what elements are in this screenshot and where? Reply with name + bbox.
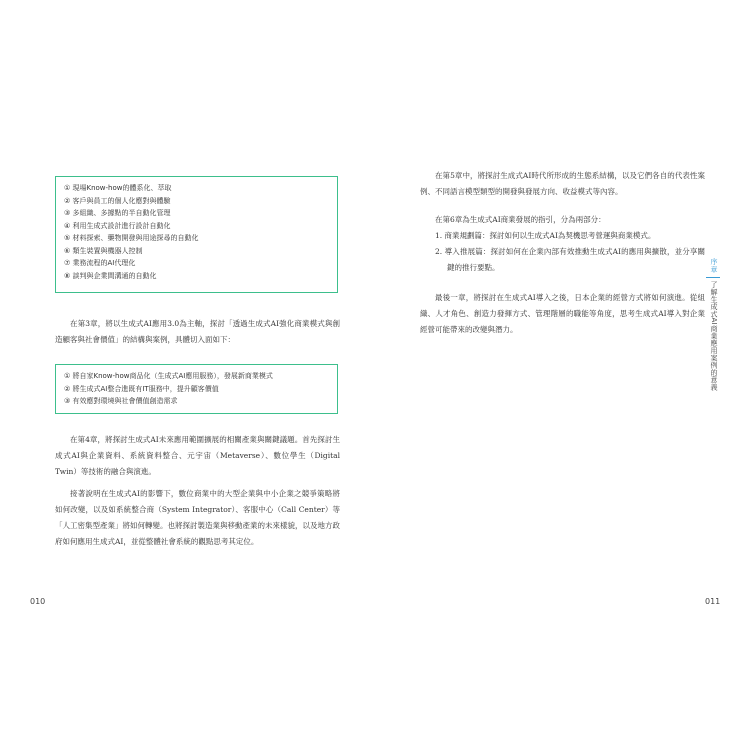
body-paragraph: 在第6章為生成式AI商業發展的指引，分為兩部分： (435, 215, 606, 224)
list-item: ⑤ 材料探索、藥物開發與用途探尋的自動化 (64, 234, 199, 242)
list-item: ② 將生成式AI整合進既有IT服務中，提升顧客價值 (64, 384, 219, 393)
list-item: ④ 利用生成式設計進行設計自動化 (64, 221, 171, 230)
list-item: ⑥ 類生裝置與機器人控制 (64, 246, 143, 255)
list-item: ① 將自家Know-how商品化（生成式AI應用服務），發展新商業模式 (64, 372, 273, 380)
body-paragraph: 在第5章中，將探討生成式AI時代所形成的生態系結構，以及它們各自的代表性案例、不同語言模型類型的開發與發展方向、收益模式等內容。 (420, 171, 705, 196)
list-item: ⑧ 談判與企業間溝通的自動化 (64, 271, 157, 280)
body-paragraph: 在第3章，將以生成式AI應用3.0為主軸，探討「透過生成式AI強化商業模式與創造顧客與社會價值」的結構與案例，具體切入面如下： (55, 319, 340, 344)
list-item: ① 現場Know-how的體系化、萃取 (64, 184, 172, 192)
chapter-title: 了解生成式AI商業應用案例的意義 (710, 281, 718, 391)
body-paragraph: 最後一章，將探討在生成式AI導入之後，日本企業的經營方式將如何演進。從組織、人才角色、創造力發揮方式、管理階層的職能等角度，思考生成式AI導入對企業經營可能帶來的改變與潛力。 (420, 293, 705, 334)
list-item: ③ 多組織、多據點的半自動化管理 (64, 209, 171, 217)
body-paragraph: 在第4章，將探討生成式AI未來應用範圍擴展的相關產業與關鍵議題。首先探討生成式AI與企業資料、系統資料整合、元宇宙（Metaverse）、數位學生（Digital Twin）等技術的融合與演進。 (55, 435, 340, 476)
key-points-box (55, 176, 338, 293)
list-item: 1. 商業規劃篇：探討如何以生成式AI為契機思考營運與商業模式。 (435, 231, 656, 240)
list-item: ⑦ 業務流程的AI代理化 (64, 259, 136, 267)
page-number: 010 (30, 597, 46, 606)
chapter-sidebar (706, 258, 720, 391)
right-page (375, 0, 750, 750)
divider (706, 277, 720, 278)
body-paragraph: 接著說明在生成式AI的影響下，數位商業中的大型企業與中小企業之競爭策略將如何改變，以及如系統整合商（System Integrator）、客服中心（Call Center）等「人工密集型產業」將如何轉變。也將探討製造業與移動產業的未來樣貌，以及地方政府如何應用生成式AI，並從整體社會系統的觀點思考其定位。 (55, 489, 340, 546)
list-item: ③ 有效應對環境與社會價值創造需求 (64, 397, 178, 405)
chapter-label: 序章 (710, 258, 718, 274)
page-number: 011 (705, 597, 721, 606)
focus-areas-box (55, 364, 338, 414)
list-item: 2. 導入推展篇：探討如何在企業內部有效推動生成式AI的應用與擴散，並分享關鍵的推行要點。 (435, 247, 705, 272)
list-item: ② 客戶與員工的個人化應對與體驗 (64, 196, 171, 205)
